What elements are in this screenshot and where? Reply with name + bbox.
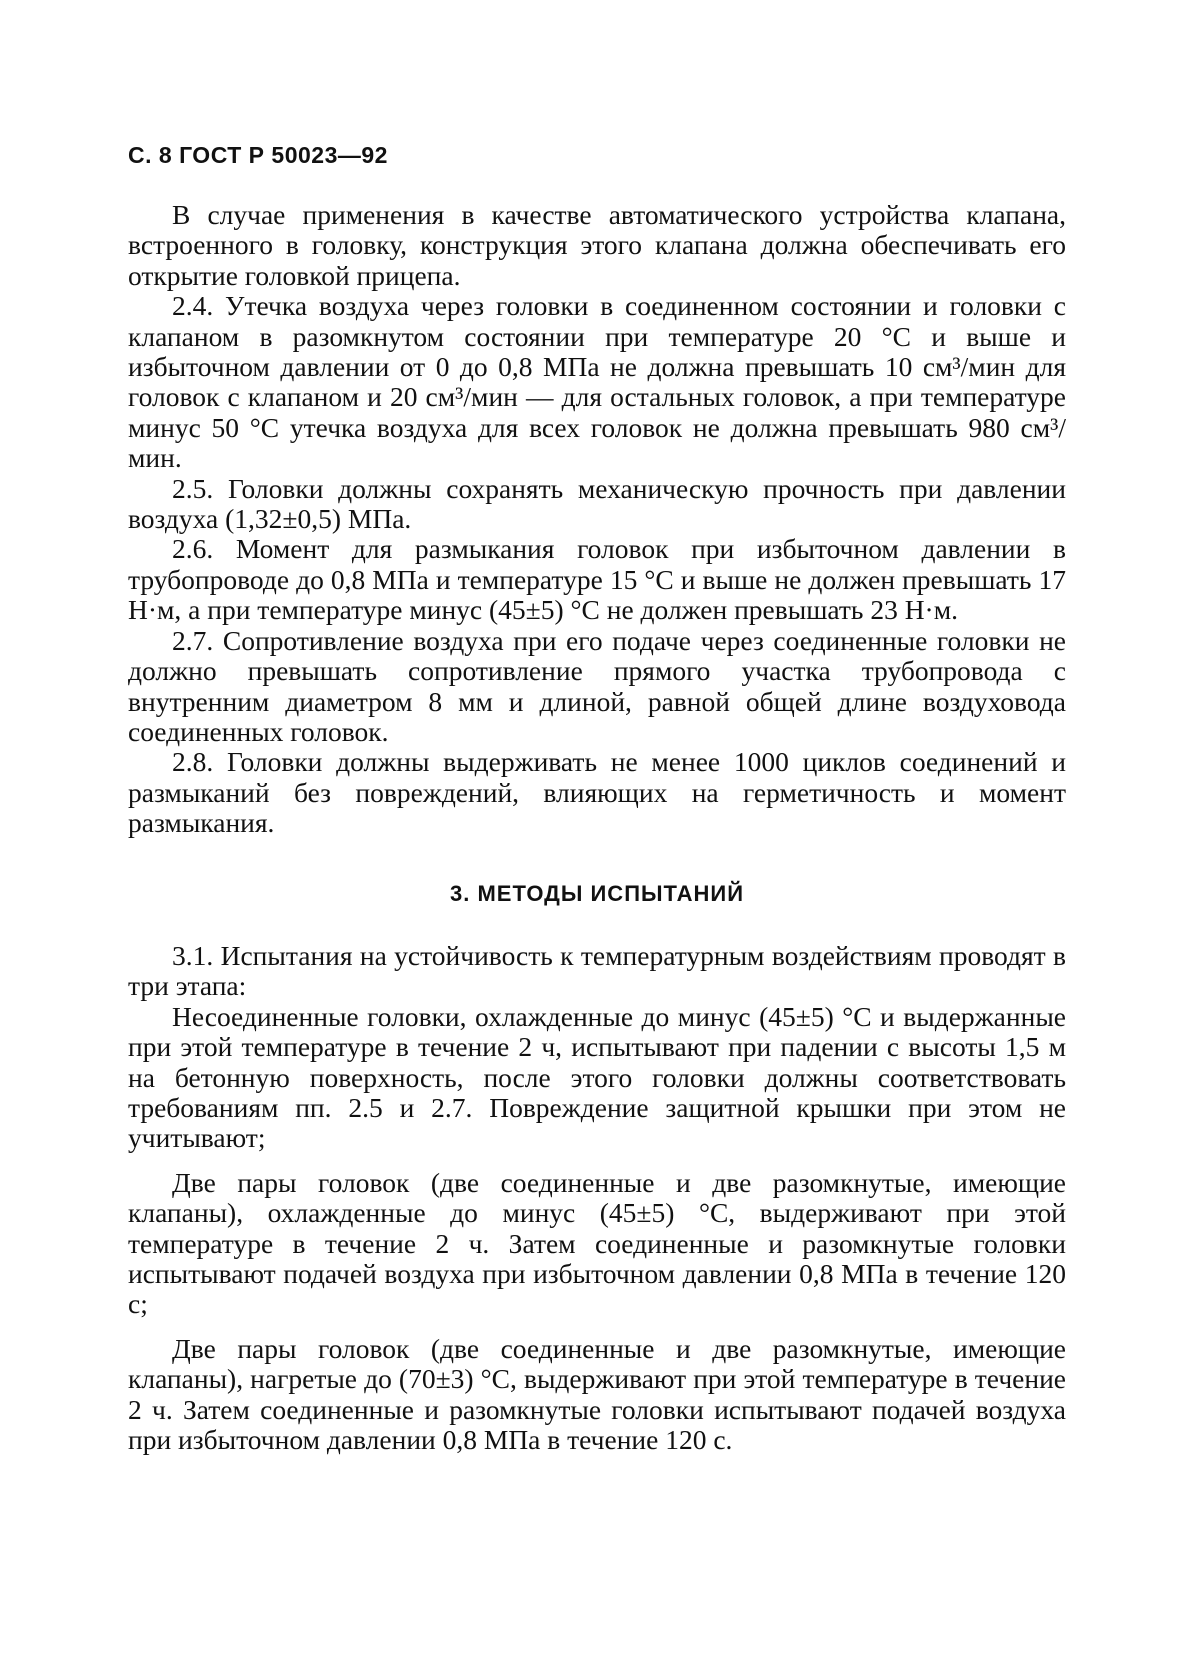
paragraph-2-6: 2.6. Момент для размыкания головок при избыточном давлении в трубопроводе до 0,8 МПа и температуре 15 °С и выше не должен превышать 17 Н·м, а при температуре минус (45±5) °С не должен превышать 23 Н·м. <box>128 533 1066 626</box>
paragraph-2-4: 2.4. Утечка воздуха через головки в соединенном состоянии и головки с клапаном в разомкнутом состоянии при температуре 20 °С и выше и избыточном давлении от 0 до 0,8 МПа не должна превышать 10 см³/мин для головок с клапаном и 20 см³/мин — для остальных головок, а при температуре минус 50 °С утечка воздуха для всех головок не должна превышать 980 см³/мин. <box>128 290 1066 474</box>
page-header: С. 8 ГОСТ Р 50023—92 <box>128 142 388 168</box>
section-title: 3. МЕТОДЫ ИСПЫТАНИЙ <box>450 880 744 906</box>
paragraph-2-7: 2.7. Сопротивление воздуха при его подаче через соединенные головки не должно превышать сопротивление прямого участка трубопровода с внутренним диаметром 8 мм и длиной, равной общей длине воздуховода соединенных головок. <box>128 624 1066 747</box>
paragraph-2-5: 2.5. Головки должны сохранять механическую прочность при давлении воздуха (1,32±0,5) МПа. <box>128 472 1066 535</box>
paragraph-2-8: 2.8. Головки должны выдерживать не менее 1000 циклов соединений и размыканий без повреждений, влияющих на герметичность и момент размыкания. <box>128 746 1066 839</box>
paragraph-stage-1: Несоединенные головки, охлажденные до минус (45±5) °С и выдержанные при этой температуре в течение 2 ч, испытывают при падении с высоты 1,5 м на бетонную поверхность, после этого головки должны соответствовать требованиям пп. 2.5 и 2.7. Повреждение защитной крышки при этом не учитывают; <box>128 1000 1066 1154</box>
paragraph-stage-3: Две пары головок (две соединенные и две разомкнутые, имеющие клапаны), нагретые до (70±3) °С, выдерживают при этой температуре в течение 2 ч. Затем соединенные и разомкнутые головки испытывают подачей воздуха при избыточном давлении 0,8 МПа в течение 120 с. <box>128 1332 1066 1456</box>
paragraph-3-1: 3.1. Испытания на устойчивость к температурным воздействиям проводят в три этапа: <box>128 939 1066 1002</box>
paragraph-stage-2: Две пары головок (две соединенные и две разомкнутые, имеющие клапаны), охлажденные до минус (45±5) °С, выдерживают при этой температуре в течение 2 ч. Затем соединенные и разомкнутые головки испытывают подачей воздуха при избыточном давлении 0,8 МПа в течение 120 с; <box>128 1166 1066 1320</box>
document-body <box>128 200 1066 1455</box>
paragraph-valve-note: В случае применения в качестве автоматического устройства клапана, встроенного в головку, конструкция этого клапана должна обеспечивать его открытие головкой прицепа. <box>128 199 1066 291</box>
